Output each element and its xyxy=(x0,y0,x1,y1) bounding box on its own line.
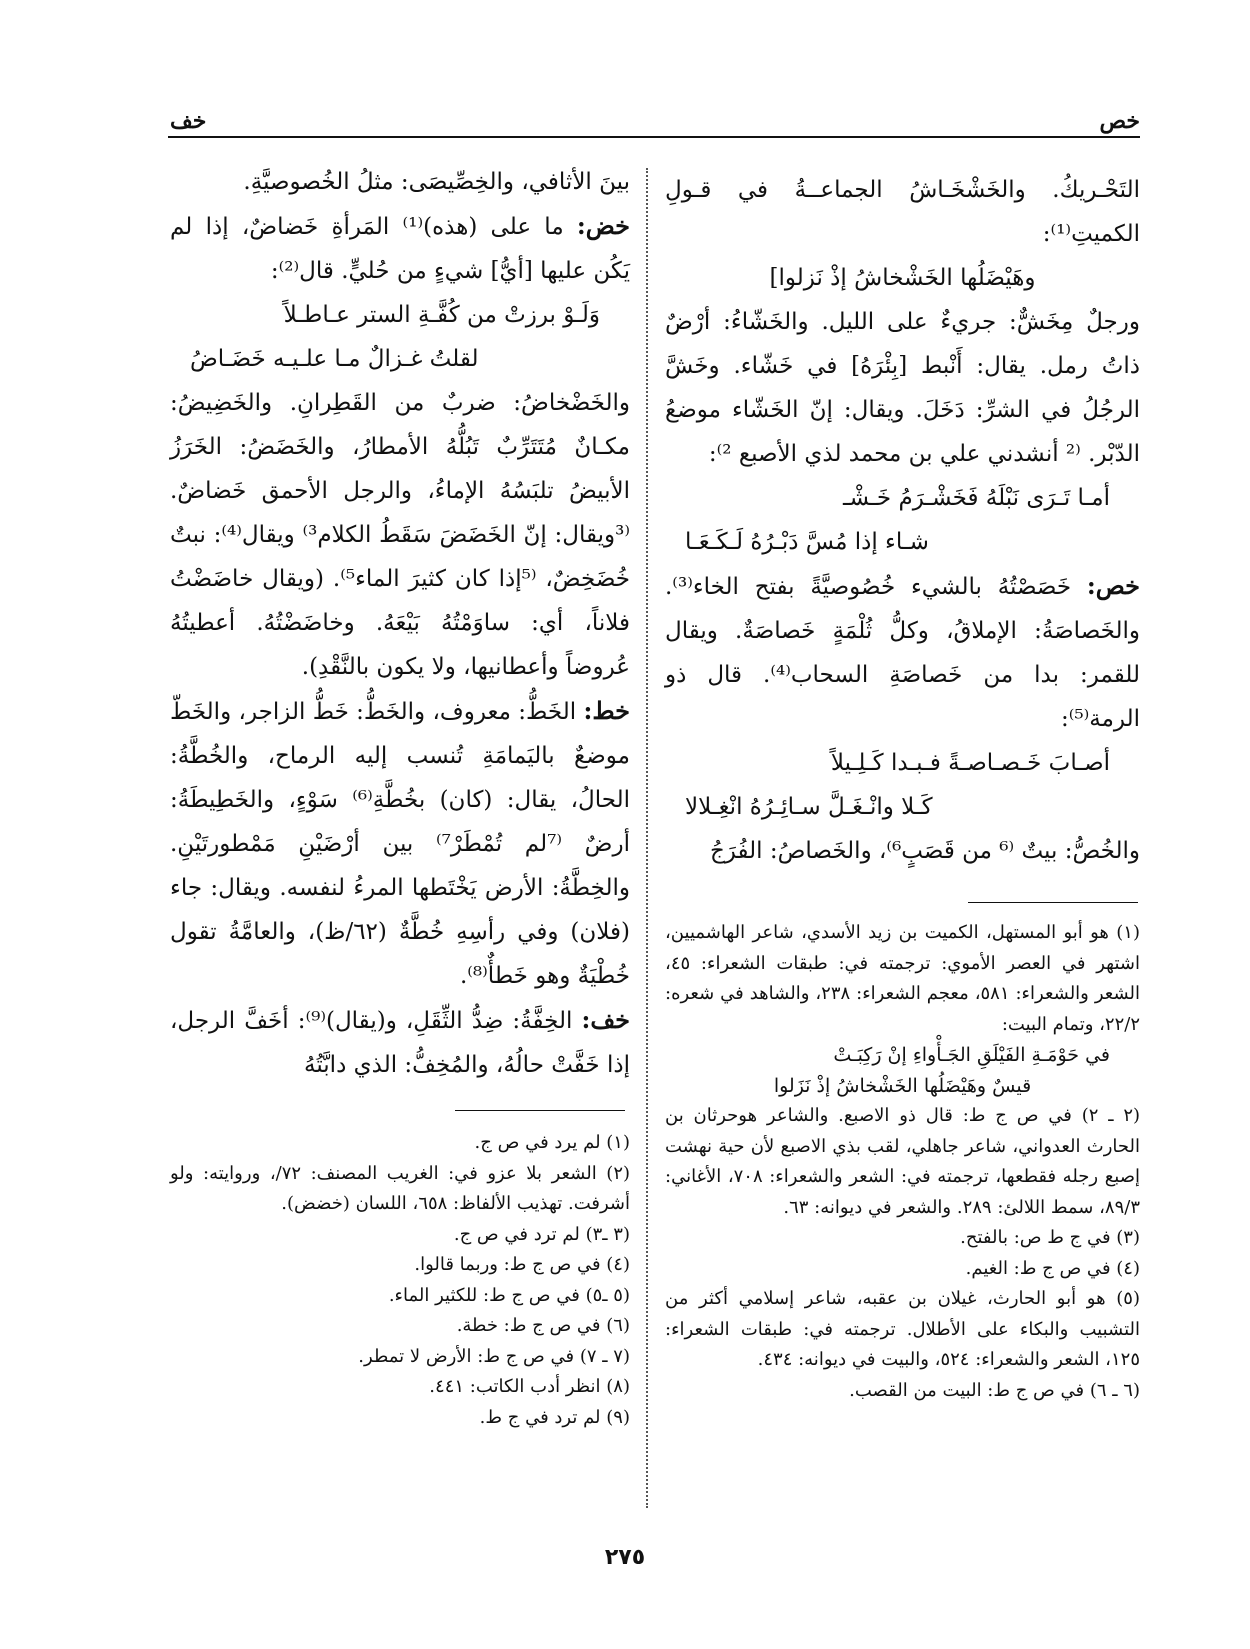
page-number: ٢٧٥ xyxy=(604,1545,646,1570)
verse-line: لقلتُ غـزالٌ مـا علـيـه خَضَـاضُ xyxy=(190,346,479,372)
paragraph: بينَ الأثافي، والخِصِّيصَى: مثلُ الخُصوصيَّةِ. xyxy=(243,169,630,195)
verse-line: أصـابَ خَـصـاصـةً فـبـدا كَـلِـيلاً xyxy=(830,750,1110,776)
paragraph: التَحْـريكُ. والخَشْخَـاشُ الجماعــةُ في قـولِ الكميتِ⁽¹⁾: xyxy=(665,177,1140,247)
footnote: (٧ ـ ٧) في ص ج ط: الأرض لا تمطر. xyxy=(358,1345,630,1367)
entry-khas xyxy=(665,564,1140,741)
footnote: (٤) في ص ج ط: وربما قالوا. xyxy=(414,1254,630,1275)
footnotes-right xyxy=(665,918,1140,1406)
footnote-verse: في حَوْمَـةِ الفَيْلَقِ الجَـأْواءِ إنْ رَكِبَـتْ xyxy=(833,1044,1110,1066)
footnote-rule-right xyxy=(968,902,1138,903)
verse-line: كَـلا وانْـغَـلَّ سـائِـرُهُ انْغِـلالا xyxy=(685,794,933,820)
paragraph: والخَضْخاضُ: ضربٌ من القَطِرانِ. والخَضِيضُ: مكـانٌ مُتَتَرِّبٌ تَبُلُّهُ الأمطارُ، والخَضَضُ: الخَرَزُ الأبيضُ تلبَسُهُ الإماءُ، والرجل الأحمق خَضاضٌ. ⁽³ويقال: إنّ الخَضَضَ سَقَطُ الكلام³⁾ ويقال⁽⁴⁾: نبتٌ خُضَخِضٌ، ⁽⁵إذا كان كثيرَ الماء⁵⁾. (ويقال خاضَضْتُ فلاناً، أي: ساوَمْتُهُ بَيْعَهُ. وخاضَضْتُهُ. أعطيتُهُ عُروضاً وأعطانيها، ولا يكون بالنَّقْدِ). xyxy=(170,390,630,680)
footnote: (٤) في ص ج ط: الغيم. xyxy=(965,1257,1140,1279)
paragraph: والخُصُّ: بيتٌ ⁽⁶ من قَصَبٍ⁶⁾، والخَصاصُ: الفُرَجُ xyxy=(709,838,1140,864)
headword: خف: xyxy=(581,1005,631,1034)
footnote: (١) لم يرد في ص ج. xyxy=(474,1132,630,1153)
right-column xyxy=(665,168,1140,873)
entry-text: الخَطُّ: معروف، والخَطُّ: خَطُّ الزاجر، والخَطّ موضعٌ باليَمامَةِ تُنسب إليه الرماح، والخُطَّةُ: الحالُ، يقال: (كان) بخُطَّةِ⁽⁶⁾ سَوْءٍ، والخَطِيطَةُ: أرضٌ ⁽⁷لم تُمْطَرْ⁷⁾ بين أرْضَيْنِ مَمْطورتَيْنِ. والخِطَّةُ: الأرض يَخْتَطها المرءُ لنفسه. ويقال: جاء (فلان) وفي رأسِهِ خُطَّةٌ (٦٢/ظ)، والعامَّةُ تقول خُطْيَةٌ وهو خَطأٌ⁽⁸⁾. xyxy=(170,699,630,989)
footnote: (٣ ـ٣) لم ترد في ص ج. xyxy=(453,1223,630,1245)
left-column xyxy=(170,160,630,1087)
headword: خص: xyxy=(1086,571,1141,600)
column-divider xyxy=(646,168,648,1508)
footnote: (٣) في ج ط ص: بالفتح. xyxy=(960,1227,1140,1248)
footnote-rule-left xyxy=(455,1110,625,1111)
footnotes-left xyxy=(170,1128,630,1433)
entry-khat xyxy=(170,689,630,998)
headword: خض: xyxy=(576,211,630,240)
footnote: (١) هو أبو المستهل، الكميت بن زيد الأسدي، شاعر الهاشميين، اشتهر في العصر الأموي: ترجمته في: طبقات الشعراء: ٤٥، الشعر والشعراء: ٥٨١، معجم الشعراء: ٢٣٨، والشاهد في شعره: ٢٢/٢، وتمام البيت: xyxy=(665,922,1141,1035)
paragraph: ورجلٌ مِخَشٌّ: جريءٌ على الليل. والخَشّاءُ: أرْضٌ ذاتُ رمل. يقال: أَنْبط [بِئْرَهُ] في خَشّاء. وخَشَّ الرجُلُ في الشرِّ: دَخَلَ. ويقال: إنّ الخَشّاء موضعُ الدّبْر. ⁽² أنشدني علي بن محمد لذي الأصبع ²⁾: xyxy=(665,309,1140,467)
footnote: (٢ ـ ٢) في ص ج ط: قال ذو الاصبع. والشاعر هوحرثان بن الحارث العدواني، شاعر جاهلي، لقب بذي الاصبع لأن حية نهشت إصبع رجله فقطعها، ترجمته في: الشعر والشعراء: ٧٠٨، الأغاني: ٨٩/٣، سمط اللالئ: ٢٨٩. والشعر في ديوانه: ٦٣. xyxy=(665,1105,1141,1218)
footnote: (٨) انظر أدب الكاتب: ٤٤١. xyxy=(429,1376,630,1397)
verse-line: شـاء إذا مُسَّ دَبْـرُهُ لَـكَـعَـا xyxy=(685,529,929,555)
footnote: (٩) لم ترد في ج ط. xyxy=(479,1406,630,1428)
header-rule xyxy=(168,136,1140,138)
footnote: (٦ ـ ٦) في ص ج ط: البيت من القصب. xyxy=(849,1379,1140,1401)
verse-line: وهَيْضَلُها الخَشْخاشُ إذْ نَزلوا] xyxy=(769,265,1036,291)
verse-line: وَلَـوْ برزتْ من كُفَّـةِ الستر عـاطـلاً xyxy=(283,302,600,328)
running-header-left: خف xyxy=(170,108,207,134)
entry-khaf xyxy=(170,998,630,1087)
footnote: (٥ ـ٥) في ص ج ط: للكثير الماء. xyxy=(388,1284,630,1306)
footnote: (٥) هو أبو الحارث، غيلان بن عقبه، شاعر إسلامي أكثر من التشبيب والبكاء على الأطلال. ترجمته في: طبقات الشعراء: ١٢٥، الشعر والشعراء: ٥٢٤، والبيت في ديوانه: ٤٣٤. xyxy=(665,1288,1140,1370)
footnote: (٦) في ص ج ط: خطة. xyxy=(456,1315,630,1336)
verse-line: أمـا تَـرَى نَبْلَهُ فَخَشْـرَمُ خَـشْـ xyxy=(842,485,1110,511)
running-header-right: خص xyxy=(1099,108,1140,134)
entry-text: الخِفَّةُ: ضِدُّ الثِّقَلِ، و(يقال)⁽⁹⁾: أخَفَّ الرجل، إذا خَفَّتْ حالُهُ، والمُخِفُّ: الذي دابَّتُهُ xyxy=(170,1008,630,1078)
entry-khad xyxy=(170,204,630,293)
entry-text: خَصَصْتُهُ بالشيء خُصُوصيَّةً بفتح الخاء⁽³⁾. والخَصاصَةُ: الإملاقُ، وكلُّ ثُلْمَةٍ خَصاصَةٌ. ويقال للقمر: بدا من خَصاصَةِ السحاب⁽⁴⁾. قال ذو الرمة⁽⁵⁾: xyxy=(665,574,1140,732)
entry-text: ما على (هذه)⁽¹⁾ المَرأةِ خَضاضٌ، إذا لم يَكُن عليها [أيُّ] شيءٍ من حُليٍّ. قال⁽²⁾: xyxy=(170,214,630,284)
footnote-verse: قيسٌ وهَيْضَلُها الخَشْخاشُ إذْ نَزَلوا xyxy=(773,1074,1032,1097)
footnote: (٢) الشعر بلا عزو في: الغريب المصنف: ٧٢/، وروايته: ولو أشرفت. تهذيب الألفاظ: ٦٥٨، اللسان (خضض). xyxy=(170,1162,631,1214)
headword: خط: xyxy=(583,696,630,725)
